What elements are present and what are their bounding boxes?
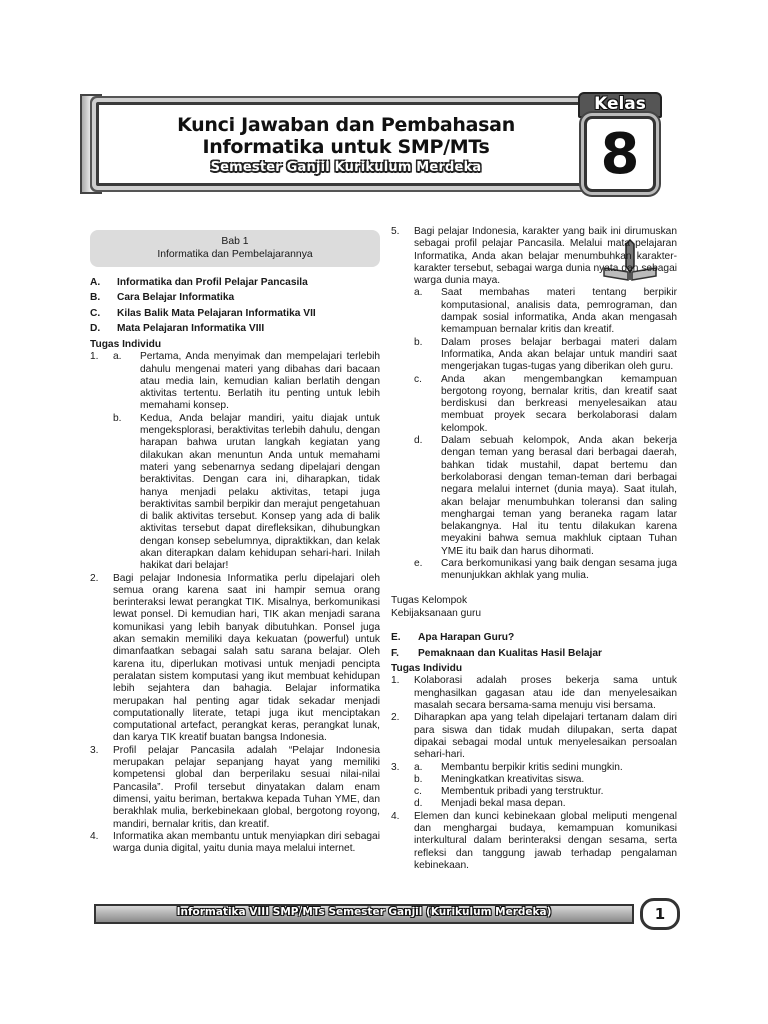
section-heading: C. Kilas Balik Mata Pelajaran Informatika VII: [90, 307, 316, 319]
page-footer: [88, 898, 688, 934]
list-item: 3. a. Membantu berpikir kritis sedini mungkin. b. Meningkatkan kreativitas siswa. c. Membentuk pribadi yang terstruktur. d. Menjadi bekal masa depan.: [391, 762, 677, 811]
sub-list-item: d. Dalam sebuah kelompok, Anda akan bekerja dengan teman yang berasal dari berbagai daerah, bahkan tidak mustahil, dapat bertemu dan berkolaborasi dengan teman-teman dari berbagai negara melalui internet (dunia maya). Saat itulah, akan belajar menumbuhkan toleransi dan saling menghargai teman yang beraneka ragam latar belakangnya. Hal itu tentu dilakukan karena meyakini bahwa semua makhluk ciptaan Tuhan YME itu baik dan harus dihormati.: [414, 435, 677, 557]
section-heading: B. Cara Belajar Informatika: [90, 292, 235, 304]
list-item: 3. Profil pelajar Pancasila adalah “Pelajar Indonesia merupakan pelajar sepanjang hayat yang memiliki kompetensi global dan berperilaku sesuai nilai-nilai Pancasila”. Profil tersebut dinyatakan dalam enam dimensi, yaitu beriman, bertakwa kepada Tuhan YME, dan berakhlak mulia, berkebinekaan global, bergotong royong, mandiri, bernalar kritis, dan kreatif.: [90, 744, 380, 830]
tugas-individu-heading: Tugas Individu: [90, 338, 162, 350]
list-item: 5. Bagi pelajar Indonesia, karakter yang baik ini dirumuskan sebagai profil pelajar Pancasila. Melalui mata pelajaran Informatika, Anda akan belajar menumbuhkan karakter-karakter tersebut, sebagai warga dunia nyata dan sebagai warga dunia maya. a. Saat membahas materi tentang berpikir komputasional, analisis data, pemrograman, dan dampak sosial informatika, Anda akan mengasah kemampuan bernalar kritis dan kreatif. b. Dalam proses belajar berbagai materi dalam Informatika, Anda akan belajar untuk mandiri saat mengerjakan tugas-tugas yang diberikan oleh guru. c. Anda akan mengembangkan kemampuan bergotong royong, bernalar kritis, dan kreatif saat berdiskusi dan berkreasi menyelesaikan atau membuat proyek secara berkolaborasi dalam kelompok. d. Dalam sebuah kelompok, Anda akan bekerja dengan teman yang berasal dari berbagai daerah, bahkan tidak mustahil, dapat bertemu dan berkolaborasi dengan teman-teman dari berbagai negara melalui internet (dunia maya). Saat itulah, akan belajar menumbuhkan toleransi dan saling menghargai teman yang beraneka ragam latar belakangnya. Hal itu tentu dilakukan karena meyakini bahwa semua makhluk ciptaan Tuhan YME itu baik dan harus dihormati. e. Cara berkomunikasi yang baik dengan sesama juga menunjukkan akhlak yang mulia.: [391, 226, 677, 582]
kelas-number: 8: [600, 122, 640, 187]
right-column: [391, 226, 677, 872]
title-line-2: Informatika untuk SMP/MTs: [202, 136, 490, 158]
banner-titles: [106, 114, 586, 175]
list-item: 1. a. Pertama, Anda menyimak dan mempelajari terlebih dahulu mengenai materi yang dibahas dari bacaan atau media lain, kemudian kalian berlatih dengan aktivitas tertentu. Berlatih itu penting untuk lebih memahami konsep. b. Kedua, Anda belajar mandiri, yaitu diajak untuk mengeksplorasi, beraktivitas terlebih dahulu, dengan harapan bahwa urutan langkah kegiatan yang dilakukan akan menuntun Anda untuk memahami materi yang sebenarnya sedang dipelajari dengan beraktivitas. Dengan cara ini, diharapkan, tidak hanya menjadi pelaku aktivitas, tetapi juga beraktivitas sambil berpikir dan merajut pengetahuan di balik aktivitas tersebut. Konsep yang ada di balik aktivitas tersebut dapat direfleksikan, dihubungkan dengan konsep sebelumnya, dipraktikkan, dan kelak akan diterapkan dalam kehidupan sehari-hari. Inilah hakikat dari belajar!: [90, 351, 380, 572]
list-item: 4. Informatika akan membantu untuk menyiapkan diri sebagai warga dunia digital, yaitu dunia maya melalui internet.: [90, 830, 380, 855]
kelas-number-box: [584, 116, 656, 192]
sub-list-item: e. Cara berkomunikasi yang baik dengan sesama juga menunjukkan akhlak yang mulia.: [414, 558, 677, 582]
sub-list-item: c. Membentuk pribadi yang terstruktur.: [414, 786, 604, 798]
tugas-kelompok-text: Kebijaksanaan guru: [391, 607, 482, 619]
tugas-kelompok-heading: Tugas Kelompok: [391, 594, 468, 606]
kelas-label: Kelas: [594, 94, 646, 114]
sub-list-item: a. Membantu berpikir kritis sedini mungkin.: [414, 761, 623, 773]
page-number: 1: [640, 898, 680, 930]
subtitle: Semester Ganjil Kurikulum Merdeka: [210, 160, 482, 175]
sub-list-item: a. Pertama, Anda menyimak dan mempelajari terlebih dahulu mengenai materi yang dibahas dari bacaan atau media lain, kemudian kalian berlatih dengan aktivitas tertentu. Berlatih itu penting untuk lebih memahami konsep.: [113, 351, 380, 412]
chapter-title: Informatika dan Pembelajarannya: [157, 249, 313, 260]
sub-list-item: b. Meningkatkan kreativitas siswa.: [414, 773, 585, 785]
left-column: [90, 226, 380, 855]
sub-list-item: b. Kedua, Anda belajar mandiri, yaitu diajak untuk mengeksplorasi, beraktivitas terlebih dahulu, dengan harapan bahwa urutan langkah kegiatan yang dilakukan akan menuntun Anda untuk memahami materi yang sebenarnya sedang dipelajari dengan beraktivitas. Dengan cara ini, diharapkan, tidak hanya menjadi pelaku aktivitas, tetapi juga beraktivitas sambil berpikir dan merajut pengetahuan di balik aktivitas tersebut. Konsep yang ada di balik aktivitas tersebut dapat direfleksikan, dihubungkan dengan konsep sebelumnya, dipraktikkan, dan kelak akan diterapkan dalam kehidupan sehari-hari. Inilah hakikat dari belajar!: [113, 412, 380, 572]
sub-list-item: d. Menjadi bekal masa depan.: [414, 798, 566, 810]
sub-list-item: c. Anda akan mengembangkan kemampuan bergotong royong, bernalar kritis, dan kreatif saat berdiskusi dan berkreasi menyelesaikan atau membuat proyek secara berkolaborasi dalam kelompok.: [414, 373, 677, 434]
section-heading: D. Mata Pelajaran Informatika VIII: [90, 323, 265, 335]
list-item: 2. Diharapkan apa yang telah dipelajari tertanam dalam diri para siswa dan tidak mudah dilupakan, serta dapat dipakai sebagai modal untuk menyelesaikan persoalan sehari-hari.: [391, 712, 677, 761]
kelas-badge: [570, 92, 670, 202]
section-heading: F. Pemaknaan dan Kualitas Hasil Belajar: [391, 647, 603, 659]
chapter-number: Bab 1: [221, 236, 249, 247]
sub-list-item: a. Saat membahas materi tentang berpikir komputasional, analisis data, pemrograman, dan dampak sosial informatika, Anda akan mengasah kemampuan bernalar kritis dan kreatif.: [414, 287, 677, 336]
list-item: 2. Bagi pelajar Indonesia Informatika perlu dipelajari oleh semua orang karena saat ini hampir semua orang berinteraksi lewat perangkat TIK. Misalnya, berkomunikasi lewat ponsel. Di kemudian hari, TIK akan menjadi sarana komunikasi yang lebih banyak dibutuhkan. Ponsel juga akan semakin memiliki daya kekuatan (powerful) untuk dimanfaatkan sebagai salah satu sarana belajar. Oleh karena itu, diperlukan motivasi untuk menjadi pencipta peralatan sistem komputasi yang ikut membuat kehidupan lebih sejahtera dan bahagia. Belajar informatika merupakan hal penting agar tidak sekadar menjadi computationally literate, tetapi juga ikut menciptakan computational artefact, perangkat keras, perangkat lunak, dan karya TIK kreatif buatan bangsa Indonesia.: [90, 572, 380, 744]
title-line-1: Kunci Jawaban dan Pembahasan: [177, 114, 515, 136]
list-item-text: Bagi pelajar Indonesia, karakter yang baik ini dirumuskan sebagai profil pelajar Pancasila. Melalui mata pelajaran Informatika, Anda akan belajar menumbuhkan karakter-karakter tersebut, sebagai warga dunia nyata dan sebagai warga dunia maya.: [414, 226, 677, 287]
list-item: 4. Elemen dan kunci kebinekaan global meliputi mengenal dan menghargai budaya, kemampuan komunikasi interkultural dalam berinteraksi dengan sesama, serta refleksi dan tanggung jawab terhadap pengalaman kebinekaan.: [391, 810, 677, 871]
section-heading: E. Apa Harapan Guru?: [391, 632, 515, 644]
sub-list-item: b. Dalam proses belajar berbagai materi dalam Informatika, Anda akan belajar untuk mandiri saat mengerjakan tugas-tugas yang diberikan oleh guru.: [414, 336, 677, 373]
footer-text: Informatika VIII SMP/MTs Semester Ganjil (Kurikulum Merdeka): [176, 906, 552, 918]
section-heading: A. Informatika dan Profil Pelajar Pancasila: [90, 277, 308, 288]
list-item: 1. Kolaborasi adalah proses bekerja sama untuk menghasilkan gagasan atau ide dan menyelesaikan masalah secara bersama-sama menuju visi bersama.: [391, 675, 677, 712]
chapter-box: [90, 230, 380, 267]
tugas-individu-heading: Tugas Individu: [391, 663, 463, 675]
